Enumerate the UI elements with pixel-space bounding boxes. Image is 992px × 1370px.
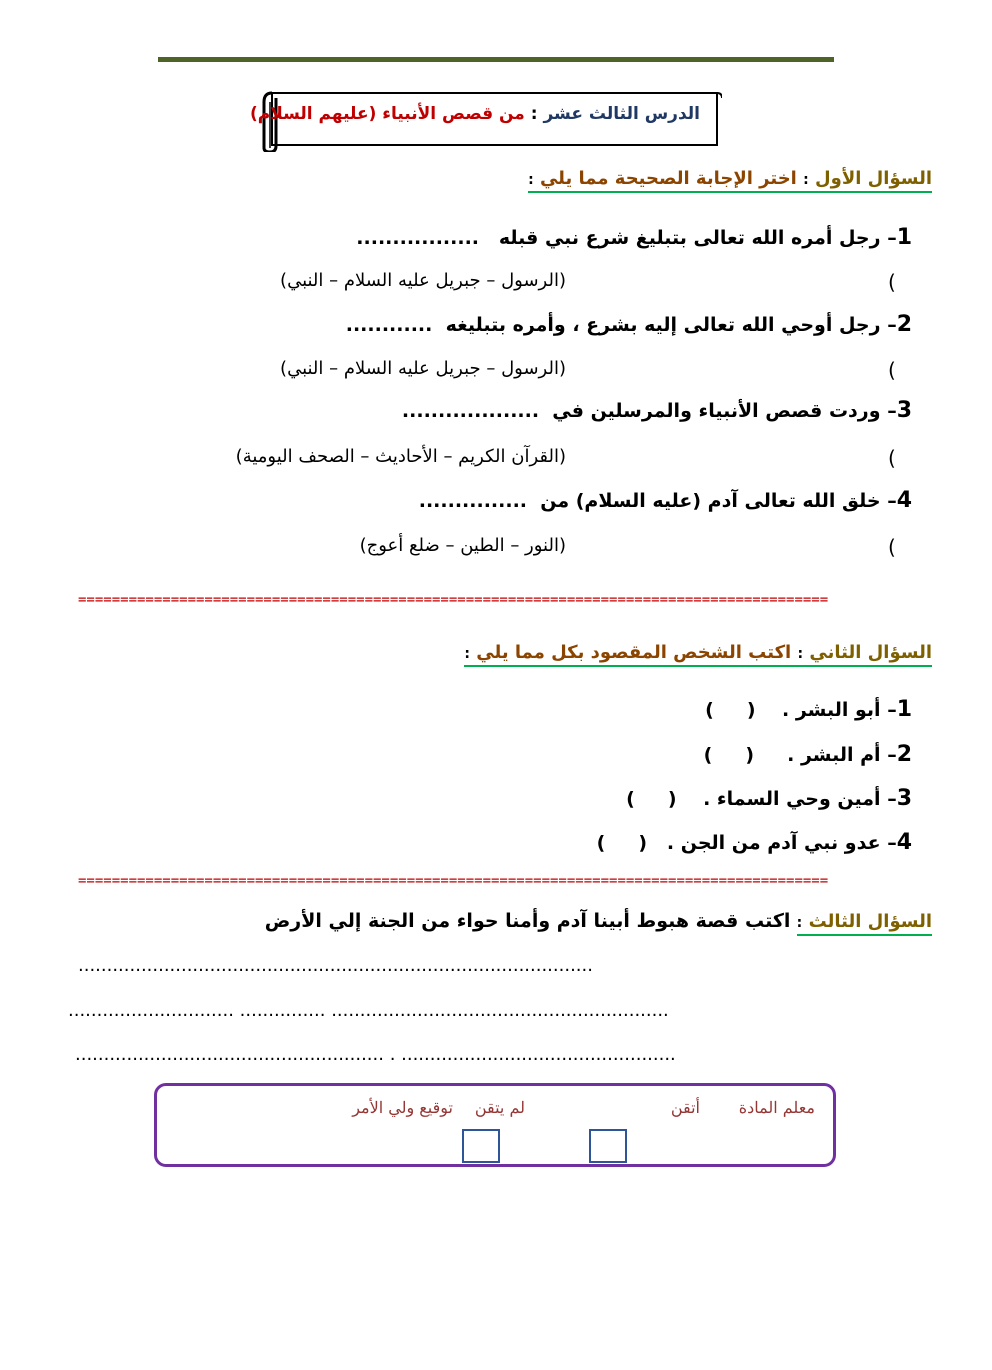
q1-end-colon: : bbox=[528, 172, 534, 188]
q2-item-4-text: عدو نبي آدم من الجن . bbox=[666, 832, 881, 854]
q2-item-3-answer[interactable]: ( ) bbox=[626, 788, 677, 810]
guardian-signature-label: توقيع ولي الأمر bbox=[352, 1098, 453, 1117]
q1-item-1-options: (الرسول – جبريل عليه السلام – النبي) bbox=[280, 270, 566, 291]
q1-item-3-blank[interactable]: ................... bbox=[401, 400, 540, 422]
top-divider-line bbox=[158, 57, 834, 62]
teacher-label: معلم المادة bbox=[738, 1098, 815, 1117]
q1-item-3-number: 3 bbox=[896, 398, 912, 423]
q1-item-4-open-paren: ( bbox=[888, 535, 896, 559]
q2-item-4 bbox=[597, 830, 912, 855]
q2-item-4-number: 4 bbox=[896, 830, 912, 855]
q1-item-3-options: (القرآن الكريم – الأحاديث – الصحف اليومية) bbox=[235, 446, 566, 467]
section-separator-1: ========================================================================================= bbox=[78, 593, 829, 607]
answer-line-2[interactable]: ............................. ............... ........................................................... bbox=[68, 1000, 669, 1021]
answer-line-1[interactable]: .......................................................................................... bbox=[78, 955, 593, 976]
q1-heading bbox=[528, 168, 932, 189]
q2-item-2-dash: – bbox=[887, 744, 897, 766]
q1-item-2-blank[interactable]: ............ bbox=[345, 314, 433, 336]
q2-item-4-dash: – bbox=[887, 832, 897, 854]
q1-item-3-open-paren: ( bbox=[888, 446, 896, 470]
not-mastered-checkbox[interactable] bbox=[462, 1129, 500, 1163]
banner-text bbox=[250, 104, 700, 124]
q1-item-2-text: رجل أوحي الله تعالى إليه بشرع ، وأمره بتبليغه bbox=[445, 314, 881, 336]
q2-item-1 bbox=[705, 697, 912, 722]
q1-item-2-open-paren: ( bbox=[888, 358, 896, 382]
q2-item-3 bbox=[626, 786, 912, 811]
section-separator-2: ========================================================================================= bbox=[78, 874, 829, 888]
q1-item-2-dash: – bbox=[887, 314, 897, 336]
q2-colon: : bbox=[797, 646, 804, 662]
q1-item-3-text: وردت قصص الأنبياء والمرسلين في bbox=[552, 400, 881, 422]
q1-item-1-blank[interactable]: ................. bbox=[356, 227, 479, 249]
lesson-label: الدرس الثالث عشر bbox=[543, 104, 700, 124]
q3-instruction: اكتب قصة هبوط أبينا آدم وأمنا حواء من الجنة إلي الأرض bbox=[264, 910, 791, 932]
q2-item-1-dash: – bbox=[887, 699, 897, 721]
q1-item-3-dash: – bbox=[887, 400, 897, 422]
q2-item-4-answer[interactable]: ( ) bbox=[596, 832, 648, 854]
answer-line-3[interactable]: ...................................................... . ................................................ bbox=[75, 1044, 676, 1065]
q2-item-2 bbox=[704, 742, 912, 767]
q3-label: السؤال الثالث bbox=[808, 911, 932, 932]
q2-label: السؤال الثاني bbox=[809, 642, 932, 663]
q1-item-4-options: (النور – الطين – ضلع أعوج) bbox=[359, 535, 566, 556]
q2-item-3-text: أمين وحي السماء . bbox=[703, 788, 881, 810]
mastered-checkbox[interactable] bbox=[589, 1129, 627, 1163]
q1-item-4 bbox=[419, 488, 912, 513]
not-mastered-label: لم يتقن bbox=[474, 1098, 525, 1117]
mastered-label: أتقن bbox=[670, 1098, 700, 1117]
q2-item-2-number: 2 bbox=[896, 742, 912, 767]
q1-colon: : bbox=[803, 172, 809, 188]
q2-item-1-answer[interactable]: ( ) bbox=[705, 699, 756, 721]
q3-colon: : bbox=[796, 915, 803, 931]
lesson-title: من قصص الأنبياء (عليهم السلام) bbox=[249, 104, 525, 124]
assessment-footer-box bbox=[154, 1083, 836, 1167]
q1-item-1 bbox=[356, 225, 912, 250]
q1-item-4-dash: – bbox=[887, 490, 897, 512]
q1-item-4-number: 4 bbox=[896, 488, 912, 513]
q2-end-colon: : bbox=[464, 646, 470, 662]
q2-item-1-text: أبو البشر . bbox=[782, 699, 881, 721]
q2-item-3-number: 3 bbox=[896, 786, 912, 811]
q2-heading bbox=[464, 642, 932, 663]
q2-instruction: اكتب الشخص المقصود بكل مما يلي bbox=[476, 642, 792, 663]
banner-colon: : bbox=[530, 104, 538, 124]
lesson-title-banner bbox=[249, 90, 722, 152]
q1-item-1-number: 1 bbox=[896, 225, 912, 250]
q1-item-2 bbox=[346, 312, 912, 337]
q2-item-2-answer[interactable]: ( ) bbox=[703, 744, 755, 766]
q2-item-3-dash: – bbox=[887, 788, 897, 810]
q2-item-1-number: 1 bbox=[896, 697, 912, 722]
q1-label: السؤال الأول bbox=[815, 168, 932, 189]
q1-item-3 bbox=[402, 398, 912, 423]
q1-item-4-text: خلق الله تعالى آدم (عليه السلام) من bbox=[540, 490, 881, 512]
q1-instruction: اختر الإجابة الصحيحة مما يلي bbox=[539, 168, 797, 189]
q1-item-2-number: 2 bbox=[896, 312, 912, 337]
q1-item-1-dash: – bbox=[887, 227, 897, 249]
q3-heading bbox=[265, 910, 932, 932]
q1-item-1-open-paren: ( bbox=[888, 270, 896, 294]
q1-item-1-text: رجل أمره الله تعالى بتبليغ شرع نبي قبله bbox=[498, 227, 881, 249]
q1-item-2-options: (الرسول – جبريل عليه السلام – النبي) bbox=[280, 358, 566, 379]
q2-item-2-text: أم البشر . bbox=[787, 744, 881, 766]
q1-item-4-blank[interactable]: ............... bbox=[418, 490, 528, 512]
